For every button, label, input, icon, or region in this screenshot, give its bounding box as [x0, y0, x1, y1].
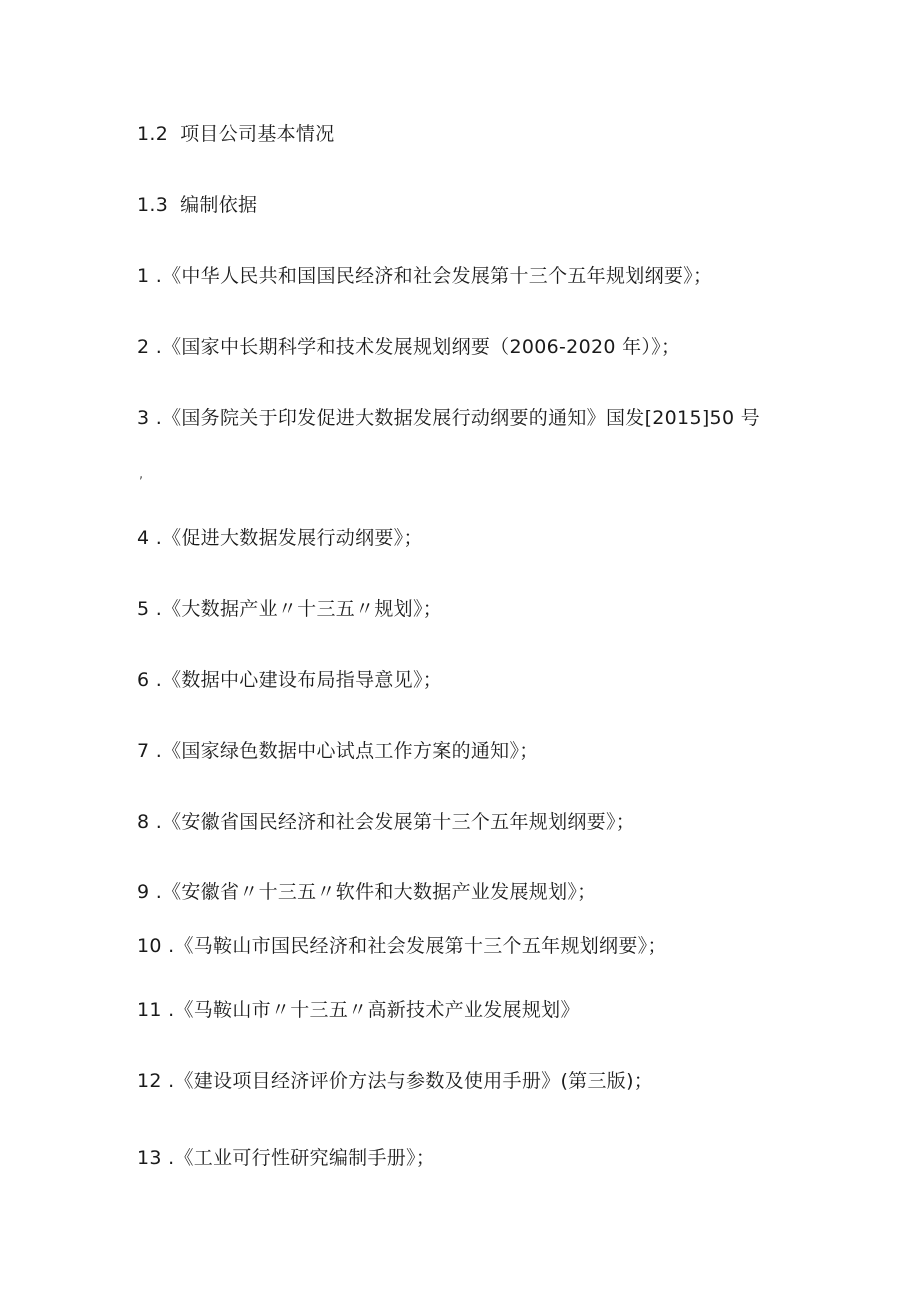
item-number: 5 [137, 598, 150, 620]
item-text: .《国家中长期科学和技术发展规划纲要（2006-2020 年）》； [149, 336, 681, 358]
item-text: .《国务院关于印发促进大数据发展行动纲要的通知》国发[2015]50 号 [149, 407, 760, 429]
reference-item-3 [137, 406, 760, 430]
item-number: 3 [137, 407, 150, 429]
item-number: 10 [137, 935, 162, 957]
item-text: .《国家绿色数据中心试点工作方案的通知》； [149, 740, 539, 762]
item-text: .《安徽省国民经济和社会发展第十三个五年规划纲要》； [149, 811, 636, 833]
item-number: 12 [137, 1070, 162, 1092]
item-number: 4 [137, 527, 150, 549]
reference-item-2 [137, 335, 680, 359]
item-text: .《数据中心建设布局指导意见》； [149, 669, 443, 691]
item-text: .《大数据产业〃十三五〃规划》； [149, 598, 443, 620]
item-text: .《建设项目经济评价方法与参数及使用手册》(第三版)； [161, 1070, 654, 1092]
section-number: 1.2 [137, 123, 169, 145]
item-text: .《中华人民共和国国民经济和社会发展第十三个五年规划纲要》； [149, 265, 713, 287]
section-heading-1-2 [137, 122, 335, 146]
stray-mark: , [139, 467, 144, 482]
item-number: 1 [137, 265, 150, 287]
reference-item-9 [137, 880, 596, 904]
reference-item-8 [137, 810, 635, 834]
reference-item-11 [137, 998, 580, 1022]
reference-item-10 [137, 934, 667, 958]
item-number: 7 [137, 740, 150, 762]
reference-item-7 [137, 739, 539, 763]
item-number: 9 [137, 881, 150, 903]
reference-item-6 [137, 668, 442, 692]
item-number: 6 [137, 669, 150, 691]
item-number: 13 [137, 1147, 162, 1169]
item-number: 11 [137, 999, 162, 1021]
section-title: 项目公司基本情况 [180, 123, 335, 145]
section-number: 1.3 [137, 194, 169, 216]
section-heading-1-3 [137, 193, 257, 217]
item-text: .《马鞍山市〃十三五〃高新技术产业发展规划》 [161, 999, 580, 1021]
reference-item-12 [137, 1069, 653, 1093]
item-number: 2 [137, 336, 150, 358]
item-text: .《工业可行性研究编制手册》； [161, 1147, 436, 1169]
item-text: .《促进大数据发展行动纲要》； [149, 527, 423, 549]
item-number: 8 [137, 811, 150, 833]
item-text: .《安徽省〃十三五〃软件和大数据产业发展规划》； [149, 881, 597, 903]
section-title: 编制依据 [180, 194, 258, 216]
reference-item-1 [137, 264, 712, 288]
reference-item-4 [137, 526, 423, 550]
item-text: .《马鞍山市国民经济和社会发展第十三个五年规划纲要》； [161, 935, 667, 957]
reference-item-13 [137, 1146, 435, 1170]
reference-item-5 [137, 597, 442, 621]
